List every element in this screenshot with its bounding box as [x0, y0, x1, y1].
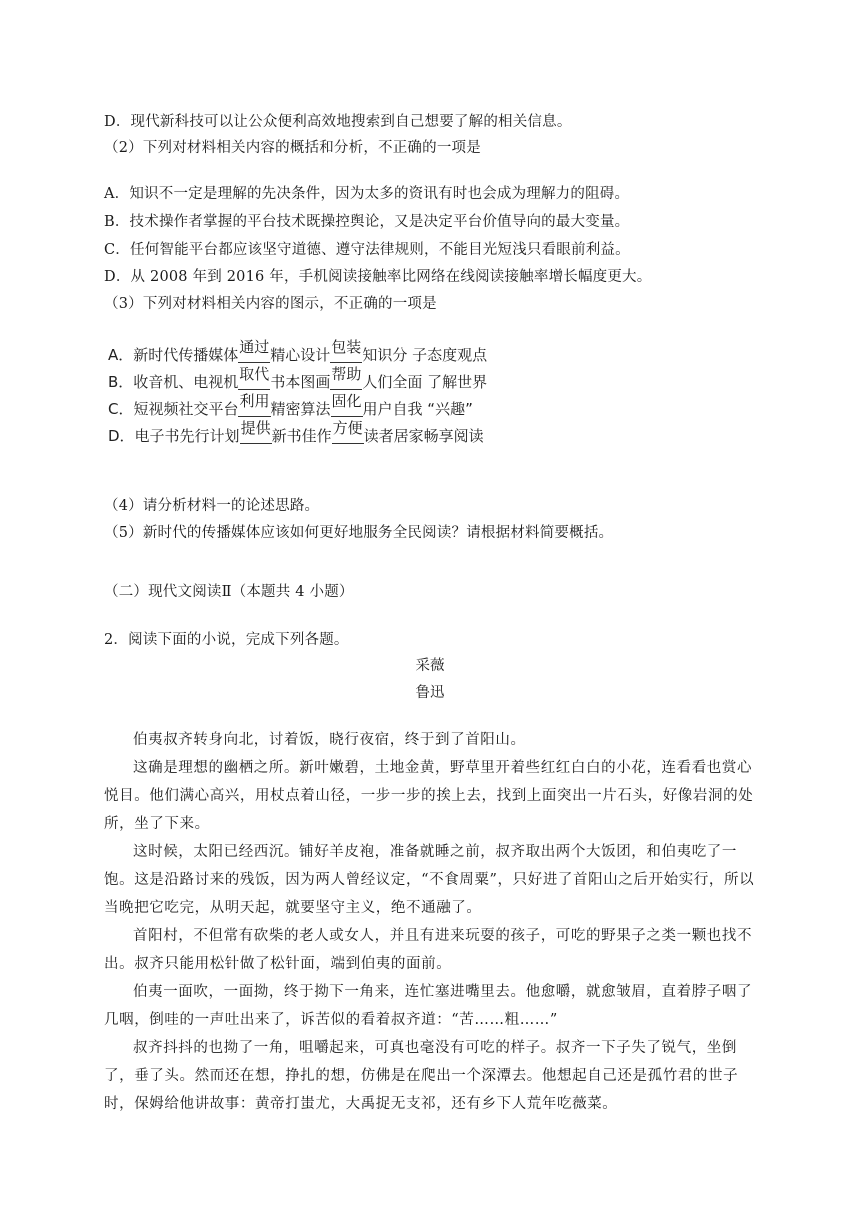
row-a-middle: 精心设计: [270, 346, 331, 364]
q2-option-a: A．知识不一定是理解的先决条件，因为太多的资讯有时也会成为理解力的阻碍。: [104, 186, 630, 202]
diagram-row-c: [108, 392, 473, 422]
row-a-verb-2: 包装: [330, 344, 362, 365]
story-title: 采薇: [415, 658, 445, 674]
row-b-object: 人们全面 了解世界: [362, 373, 488, 391]
row-c-middle: 精密算法: [270, 400, 331, 418]
story-paragraph-5: 伯夷一面吹，一面拗，终于拗下一角来，连忙塞进嘴里去。他愈嚼，就愈皱眉，直着脖子咽了几咽，倒哇的一声吐出来了，诉苦似的看着叔齐道：“苦……粗……”: [104, 984, 753, 1028]
row-b-verb-1: 取代: [238, 371, 270, 392]
q4: （4）请分析材料一的论述思路。: [104, 498, 320, 514]
row-d-verb-2: 方便: [332, 425, 364, 446]
story-paragraph-4: 首阳村，不但常有砍柴的老人或女人，并且有进来玩耍的孩子，可吃的野果子之类一颗也找不出。叔齐只能用松针做了松针面，端到伯夷的面前。: [104, 928, 753, 972]
row-d-object: 读者居家畅享阅读: [363, 427, 484, 445]
row-b-subject: B．收音机、电视机: [108, 373, 239, 391]
diagram-row-b: [108, 365, 488, 395]
row-d-middle: 新书佳作: [271, 427, 332, 445]
row-b-verb-2: 帮助: [330, 371, 362, 392]
q3-stem: （3）下列对材料相关内容的图示，不正确的一项是: [104, 296, 437, 312]
story-paragraph-3: 这时候，太阳已经西沉。铺好羊皮袍，准备就睡之前，叔齐取出两个大饭团，和伯夷吃了一饱。这是沿路讨来的残饭，因为两人曾经议定，“不食周粟”，只好进了首阳山之后开始实行，所以当晚把它吃完，从明天起，就要坚守主义，绝不通融了。: [104, 844, 755, 916]
row-c-object: 用户自我 “兴趣”: [362, 400, 473, 418]
story-paragraph-2: 这确是理想的幽栖之所。新叶嫩碧，土地金黄，野草里开着些红红白白的小花，连看看也赏心悦目。他们满心高兴，用杖点着山径，一步一步的挨上去，找到上面突出一片石头，好像岩洞的处所，坐了下来。: [104, 760, 754, 832]
row-b-middle: 书本图画: [270, 373, 331, 391]
q2-option-c: C．任何智能平台都应该坚守道德、遵守法律规则，不能目光短浅只看眼前利益。: [104, 242, 630, 258]
section-2-heading: （二）现代文阅读Ⅱ（本题共 4 小题）: [104, 584, 354, 600]
q5: （5）新时代的传播媒体应该如何更好地服务全民阅读？请根据材料简要概括。: [104, 525, 614, 541]
row-c-verb-2: 固化: [331, 398, 363, 419]
q2-stem: （2）下列对材料相关内容的概括和分析，不正确的一项是: [104, 140, 481, 156]
row-a-subject: A．新时代传播媒体: [108, 346, 239, 364]
row-a-object: 知识分 子态度观点: [362, 346, 488, 364]
q2-option-d: D．从 2008 年到 2016 年，手机阅读接触率比网络在线阅读接触率增长幅度更大。: [104, 269, 652, 285]
row-d-subject: D．电子书先行计划: [108, 427, 240, 445]
q1-option-d: D．现代新科技可以让公众便利高效地搜索到自己想要了解的相关信息。: [104, 114, 572, 130]
row-d-verb-1: 提供: [240, 425, 272, 446]
story-author: 鲁迅: [415, 685, 445, 701]
story-paragraph-1: 伯夷叔齐转身向北，讨着饭，晓行夜宿，终于到了首阳山。: [133, 732, 526, 748]
row-c-subject: C．短视频社交平台: [108, 400, 239, 418]
diagram-row-d: [108, 419, 484, 449]
q3-diagram: [108, 340, 538, 452]
story-paragraph-6: 叔齐抖抖的也拗了一角，咀嚼起来，可真也毫没有可吃的样子。叔齐一下子失了锐气，坐倒了，垂了头。然而还在想，挣扎的想，仿佛是在爬出一个深潭去。他想起自己还是孤竹君的世子时，保姆给他讲故事：黄帝打蚩尤，大禹捉无支祁，还有乡下人荒年吃薇菜。: [104, 1040, 739, 1112]
diagram-row-a: [108, 338, 488, 368]
q2-option-b: B．技术操作者掌握的平台技术既操控舆论，又是决定平台价值导向的最大变量。: [104, 214, 630, 230]
row-a-verb-1: 通过: [238, 344, 270, 365]
question-2-intro: 2．阅读下面的小说，完成下列各题。: [104, 632, 349, 648]
row-c-verb-1: 利用: [238, 398, 270, 419]
